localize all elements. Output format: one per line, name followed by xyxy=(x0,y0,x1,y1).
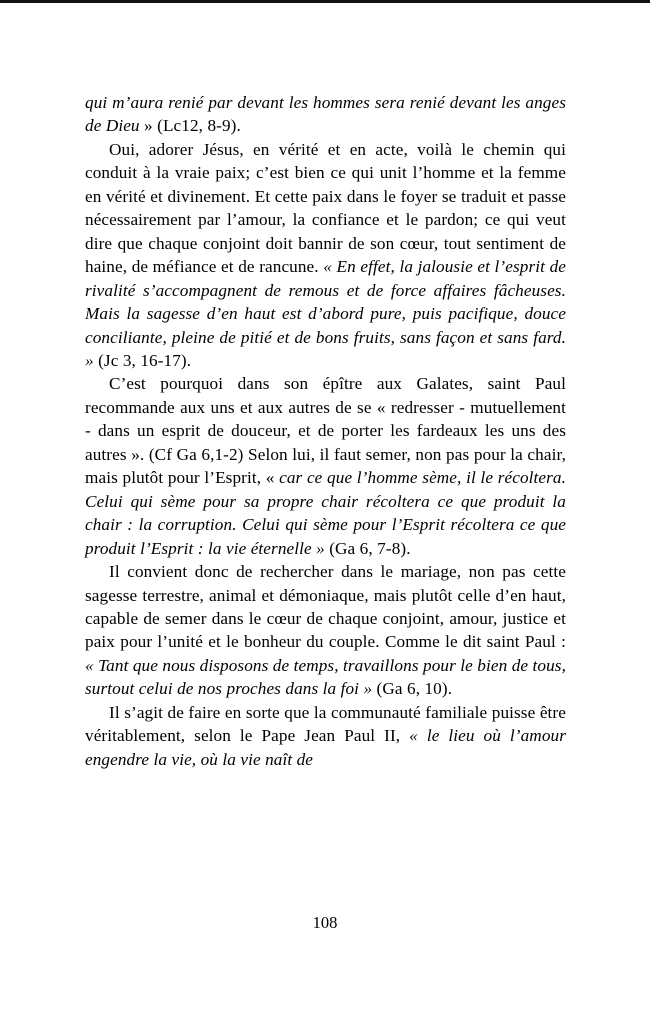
page-number: 108 xyxy=(312,913,338,932)
text-run: Il s’agit de faire en sorte que la communauté familiale puisse être véritablement, selon le Pape Jean Paul II, xyxy=(85,702,566,746)
italic-text-run: qui m’aura renié par devant les hommes sera renié devant les anges de Dieu xyxy=(85,93,566,136)
paragraph xyxy=(85,560,566,701)
paragraph xyxy=(85,372,566,560)
paragraph xyxy=(85,91,566,138)
italic-text-run: « Tant que nous disposons de temps, travaillons pour le bien de tous, surtout celui de nos proches dans la foi » xyxy=(85,655,566,699)
text-run: (Ga 6, 7-8). xyxy=(324,538,411,558)
text-run: C’est pourquoi dans son épître aux Galates, saint Paul recommande aux uns et aux autres de se « redresser - mutuellement - dans un esprit de douceur, et de porter les fardeaux les uns des autres ». (Cf Ga 6,1-2) Selon lui, il faut semer, non pas pour la chair, mais plutôt pour l’Esprit, « xyxy=(85,374,566,488)
text-run: Oui, adorer Jésus, en vérité et en acte, voilà le chemin qui conduit à la vraie paix; c’est bien ce qui unit l’homme et la femme en vérité et divinement. Et cette paix dans le foyer se traduit et passe nécessairement par l’amour, la confiance et le pardon; ce qui veut dire que chaque conjoint doit bannir de son cœur, tout sentiment de haine, de méfiance et de rancune. xyxy=(85,139,566,277)
text-run: Il convient donc de rechercher dans le mariage, non pas cette sagesse terrestre, animal et démoniaque, mais plutôt celle d’en haut, capable de semer dans le cœur de chaque conjoint, amour, justice et paix pour l’unité et le bonheur du couple. Comme le dit saint Paul : xyxy=(85,562,566,652)
text-run: » (Lc12, 8-9). xyxy=(139,116,241,136)
paragraph xyxy=(85,138,566,373)
italic-text-run: « le lieu où l’amour engendre la vie, où la vie naît de xyxy=(85,726,566,769)
text-run: (Ga 6, 10). xyxy=(372,679,453,699)
italic-text-run: « En effet, la jalousie et l’esprit de rivalité s’accompagnent de remous et de force affaires fâcheuses. Mais la sagesse d’en haut est d’abord pure, puis pacifique, douce conciliante, pleine de pitié et de bons fruits, sans façon et sans fard. » xyxy=(85,257,566,370)
italic-text-run: car ce que l’homme sème, il le récoltera. Celui qui sème pour sa propre chair récoltera ce que produit la chair : la corruption. Celui qui sème pour l’Esprit récoltera ce que produit l’Esprit : la vie éternelle » xyxy=(85,468,566,558)
text-run: (Jc 3, 16-17). xyxy=(93,350,192,370)
scan-edge xyxy=(0,0,650,3)
paragraph xyxy=(85,701,566,771)
page-text xyxy=(85,91,566,771)
